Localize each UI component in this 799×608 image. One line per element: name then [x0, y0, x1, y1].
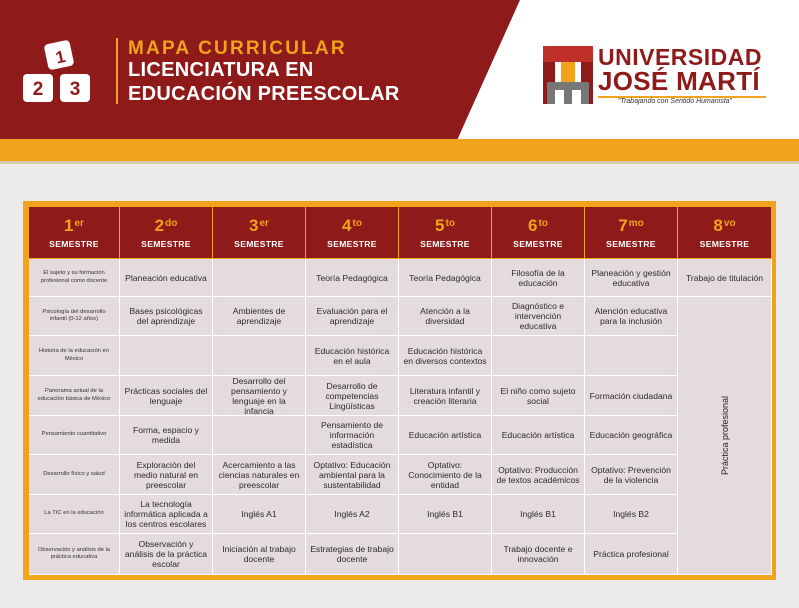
course-cell: Diagnóstico e intervención educativa	[492, 297, 585, 336]
course-cell: Teoría Pedagógica	[306, 259, 399, 297]
course-cell: Exploración del medio natural en preescolar	[120, 455, 213, 495]
semester-number	[64, 216, 84, 236]
semester-number	[618, 216, 643, 236]
semester-label: SEMESTRE	[699, 239, 750, 249]
semester-header-4	[306, 207, 399, 259]
semester-header-8	[678, 207, 772, 259]
course-cell: Estrategias de trabajo docente	[306, 534, 399, 575]
course-cell: Evaluación para el aprendizaje	[306, 297, 399, 336]
semester-ordinal: er	[259, 218, 269, 229]
semester-label: SEMESTRE	[420, 239, 470, 249]
semester-ordinal: vo	[723, 218, 736, 229]
course-cell: Atención educativa para la inclusión	[585, 297, 678, 336]
row-label: Psicología del desarrollo infantil (0-12 años)	[29, 297, 120, 336]
semester-ordinal: mo	[628, 218, 644, 229]
course-cell: Atención a la diversidad	[399, 297, 492, 336]
semester-digit: 6	[528, 216, 538, 235]
course-cell-titulacion: Trabajo de titulación	[678, 259, 772, 297]
row-label: Desarrollo físico y salud	[29, 455, 120, 495]
course-cell: Planeación educativa	[120, 259, 213, 297]
course-cell: Optativo: Educación ambiental para la sustentabilidad	[306, 455, 399, 495]
course-cell: Observación y análisis de la práctica escolar	[120, 534, 213, 575]
row-label: Pensamiento cuantitativo	[29, 416, 120, 455]
semester-number	[713, 216, 735, 236]
course-cell: Filosofía de la educación	[492, 259, 585, 297]
page-title-line1: LICENCIATURA EN	[128, 59, 314, 81]
course-cell: Teoría Pedagógica	[399, 259, 492, 297]
page-title	[128, 58, 458, 106]
block-number-1: 1	[53, 46, 68, 68]
semester-digit: 4	[342, 216, 352, 235]
semester-header-5	[399, 207, 492, 259]
numbered-blocks-icon	[20, 38, 102, 106]
empty-cell	[213, 259, 306, 297]
university-name-line1: UNIVERSIDAD	[598, 44, 762, 70]
semester-header-3	[213, 207, 306, 259]
header	[0, 0, 799, 139]
gold-band	[0, 139, 799, 161]
university-name-line2: JOSÉ MARTÍ	[598, 66, 760, 96]
empty-cell	[399, 534, 492, 575]
course-cell: Educación artística	[399, 416, 492, 455]
course-cell: Inglés B1	[399, 495, 492, 534]
course-cell: Educación geográfica	[585, 416, 678, 455]
semester-header-6	[492, 207, 585, 259]
gold-band-shadow	[0, 161, 799, 164]
course-cell: Desarrollo de competencias Lingüísticas	[306, 376, 399, 416]
semester-digit: 2	[154, 216, 165, 235]
row-label: Observación y análisis de la práctica educativa	[29, 534, 120, 575]
course-cell: Inglés B1	[492, 495, 585, 534]
semester-label: SEMESTRE	[606, 239, 656, 249]
semester-ordinal: er	[74, 218, 84, 229]
semester-number	[155, 216, 178, 236]
course-cell: Educación histórica en el aula	[306, 336, 399, 376]
semester-header-7	[585, 207, 678, 259]
semester-label: SEMESTRE	[327, 239, 377, 249]
semester-label: SEMESTRE	[141, 239, 191, 249]
semester-ordinal: to	[538, 218, 548, 229]
page-subtitle: MAPA CURRICULAR	[128, 38, 347, 59]
row-label: La TIC en la educación	[29, 495, 120, 534]
course-cell: Forma, espacio y medida	[120, 416, 213, 455]
course-cell: Educación artística	[492, 416, 585, 455]
semester-ordinal: do	[165, 218, 178, 229]
course-cell: Pensamiento de información estadística	[306, 416, 399, 455]
course-cell: Bases psicológicas del aprendizaje	[120, 297, 213, 336]
title-divider	[116, 38, 118, 104]
semester-number	[435, 216, 455, 236]
course-cell: Optativo: Prevención de la violencia	[585, 455, 678, 495]
university-slogan: “Trabajando con Sentido Humanista”	[618, 98, 732, 105]
course-cell: Prácticas sociales del lenguaje	[120, 376, 213, 416]
course-cell: Formación ciudadana	[585, 376, 678, 416]
course-cell: Iniciación al trabajo docente	[213, 534, 306, 575]
course-cell: Planeación y gestión educativa	[585, 259, 678, 297]
semester-digit: 7	[618, 216, 628, 235]
course-cell: Inglés A1	[213, 495, 306, 534]
empty-cell	[120, 336, 213, 376]
empty-cell	[213, 336, 306, 376]
page-title-line2: EDUCACIÓN PREESCOLAR	[128, 83, 400, 105]
block-number-2: 2	[32, 79, 44, 100]
course-cell: Inglés B2	[585, 495, 678, 534]
curriculum-table	[29, 207, 772, 575]
block-number-3: 3	[69, 79, 81, 100]
vertical-practice-label: Práctica profesional	[719, 395, 730, 476]
semester-digit: 8	[713, 216, 723, 235]
row-label: El sujeto y su formación profesional como docente	[29, 259, 120, 297]
course-cell: Optativo: Producción de textos académicos	[492, 455, 585, 495]
empty-cell	[585, 336, 678, 376]
course-cell: Acercamiento a las ciencias naturales en preescolar	[213, 455, 306, 495]
course-cell: Educación histórica en diversos contextos	[399, 336, 492, 376]
merged-practice-cell	[678, 297, 772, 575]
semester-digit: 3	[249, 216, 259, 235]
course-cell: Práctica profesional	[585, 534, 678, 575]
row-label: Historia de la educación en México	[29, 336, 120, 376]
course-cell: Inglés A2	[306, 495, 399, 534]
university-logo-icon	[543, 46, 593, 104]
semester-label: SEMESTRE	[513, 239, 563, 249]
semester-digit: 1	[64, 216, 74, 235]
course-cell: Literatura infantil y creación literaria	[399, 376, 492, 416]
semester-digit: 5	[435, 216, 445, 235]
course-cell: Ambientes de aprendizaje	[213, 297, 306, 336]
empty-cell	[492, 336, 585, 376]
semester-header-1	[29, 207, 120, 259]
semester-ordinal: to	[352, 218, 362, 229]
semester-number	[528, 216, 548, 236]
semester-label: SEMESTRE	[234, 239, 284, 249]
course-cell: Optativo: Conocimiento de la entidad	[399, 455, 492, 495]
semester-ordinal: to	[445, 218, 455, 229]
semester-label: SEMESTRE	[49, 239, 99, 249]
course-cell: Trabajo docente e innovación	[492, 534, 585, 575]
semester-header-2	[120, 207, 213, 259]
course-cell: Desarrollo del pensamiento y lenguaje en la infancia	[213, 376, 306, 416]
course-cell: La tecnología informática aplicada a los centros escolares	[120, 495, 213, 534]
semester-number	[342, 216, 362, 236]
row-label: Panorama actual de la educación básica de México	[29, 376, 120, 416]
empty-cell	[213, 416, 306, 455]
course-cell: El niño como sujeto social	[492, 376, 585, 416]
semester-number	[249, 216, 269, 236]
